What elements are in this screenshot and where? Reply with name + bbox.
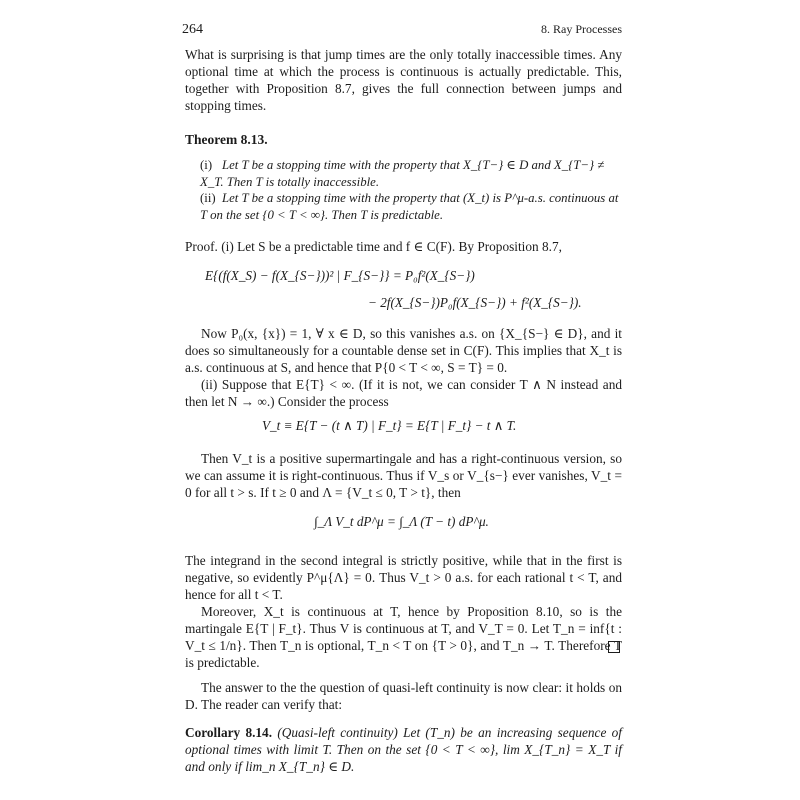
proof-paragraph-6: Moreover, X_t is continuous at T, hence by Proposition 8.10, so is the martingale E{T | F_t}. Thus V is continuous at T, and V_T = 0. Let T_n = inf{t : V_t ≤ 1/n}. Then T_n is optional, T_n < T on {T > 0}, and T_n → T. Therefore T is predictable. <box>185 604 622 670</box>
theorem-item-1-label: (i) <box>200 158 213 172</box>
equation-1-line-1: E{(f(X_S) − f(X_{S−}))² | F_{S−}} = P₀f²(X_{S−}) <box>205 268 475 283</box>
theorem-item-1-text: Let T be a stopping time with the property that X_{T−} ∈ D and X_{T−} ≠ X_T. Then T is totally inaccessible. <box>200 158 605 189</box>
corollary-block <box>185 724 622 775</box>
theorem-item-2-label: (ii) <box>200 191 216 205</box>
theorem-heading: Theorem 8.13. <box>185 132 268 147</box>
corollary-heading: Corollary 8.14. <box>185 725 273 740</box>
equation-3: ∫_Λ V_t dP^μ = ∫_Λ (T − t) dP^μ. <box>314 514 489 529</box>
running-title: 8. Ray Processes <box>541 22 622 36</box>
proof-paragraph-3: (ii) Suppose that E{T} < ∞. (If it is not, we can consider T ∧ N instead and then let N → ∞.) Consider the process <box>185 377 622 409</box>
corollary-text: (Quasi-left continuity) Let (T_n) be an increasing sequence of optional times with limit T. Then on the set {0 < T < ∞}, lim X_{T_n} = X_T if and only if lim_n X_{T_n} ∈ D. <box>185 725 622 774</box>
intro-paragraph: What is surprising is that jump times are the only totally inaccessible times. Any optional time at which the process is continuous is actually predictable. This, together with Proposition 8.7, gives the full connection between jumps and stopping times. <box>185 47 622 113</box>
proof-opening: Proof. (i) Let S be a predictable time and f ∈ C(F). By Proposition 8.7, <box>185 239 562 254</box>
theorem-item-1 <box>200 157 622 190</box>
qed-box-icon <box>608 641 620 653</box>
theorem-item-2-text: Let T be a stopping time with the property that (X_t) is P^μ-a.s. continuous at T on the set {0 < T < ∞}. Then T is predictable. <box>200 191 619 222</box>
equation-1-line-2: − 2f(X_{S−})P₀f(X_{S−}) + f²(X_{S−}). <box>368 295 582 310</box>
proof-paragraph-2: Now P₀(x, {x}) = 1, ∀ x ∈ D, so this vanishes a.s. on {X_{S−} ∈ D}, and it does so simultaneously for a countable dense set in C(F). This implies that X_t is a.s. continuous at S, and hence that P{0 < T < ∞, S = T} = 0. <box>185 326 622 375</box>
page-number: 264 <box>182 22 203 37</box>
theorem-item-2 <box>200 190 622 223</box>
proof-paragraph-4: Then V_t is a positive supermartingale and has a right-continuous version, so we can assume it is right-continuous. Thus if V_s or V_{s−} ever vanishes, V_t = 0 for all t > s. If t ≥ 0 and Λ = {V_t ≤ 0, T > t}, then <box>185 451 622 500</box>
equation-2: V_t ≡ E{T − (t ∧ T) | F_t} = E{T | F_t} − t ∧ T. <box>262 418 517 433</box>
after-proof-paragraph: The answer to the the question of quasi-left continuity is now clear: it holds on D. The reader can verify that: <box>185 680 622 712</box>
proof-paragraph-5: The integrand in the second integral is strictly positive, while that in the first is negative, so evidently P^μ{Λ} = 0. Thus V_t > 0 a.s. for each rational t < T, and hence for all t < T. <box>185 553 622 602</box>
